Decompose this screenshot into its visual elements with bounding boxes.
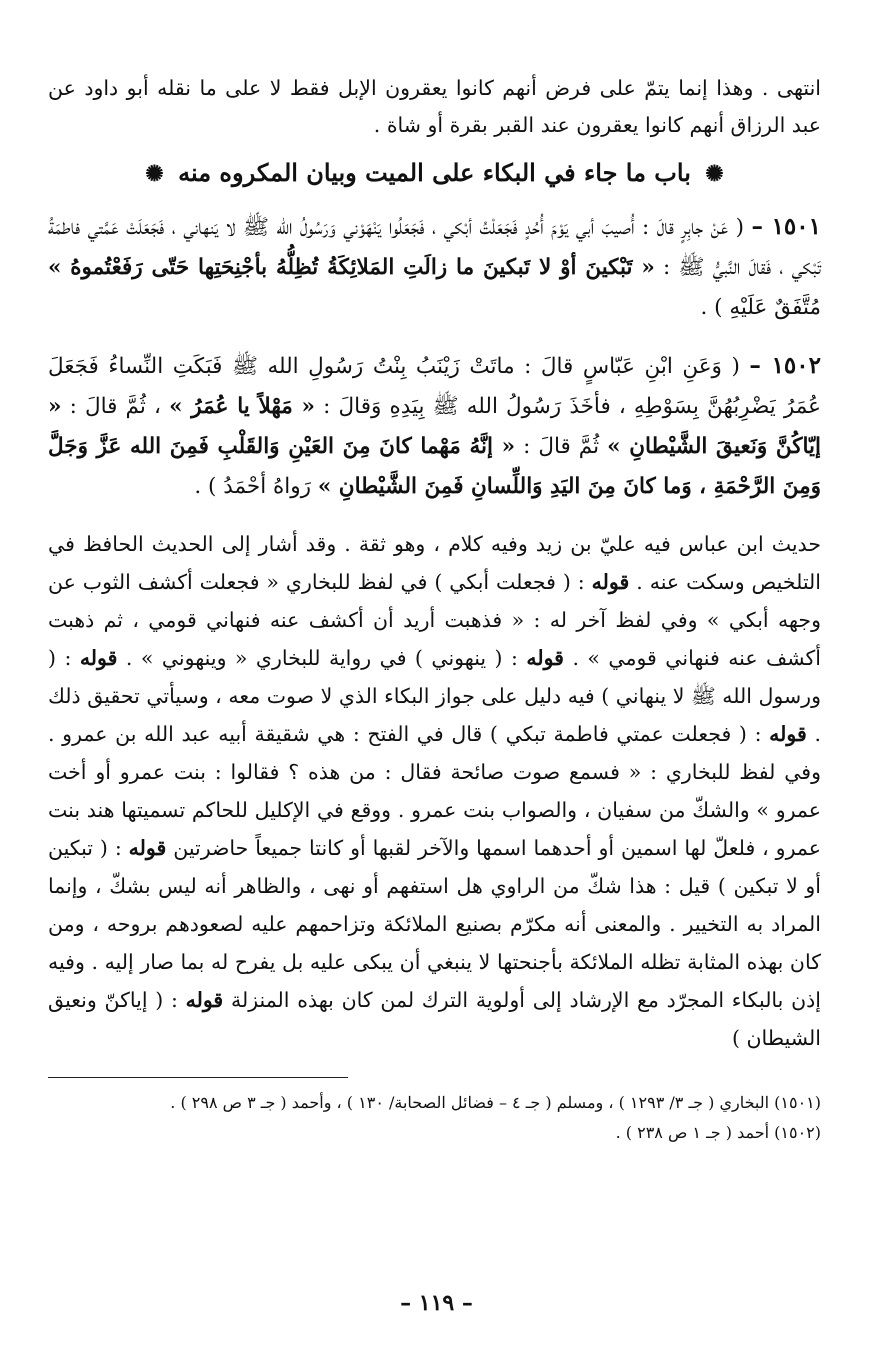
qawlu-keyword: قوله — [769, 722, 807, 746]
hadith-quote: « إيّاكُنَّ وَنَعيقَ الشَّيْطانِ » — [48, 394, 821, 459]
qawlu-keyword: قوله — [185, 988, 224, 1012]
footnote-divider — [48, 1077, 348, 1078]
hadith-quote: « مَهْلاً يا عُمَرُ » — [169, 394, 315, 419]
qawlu-keyword: قوله — [591, 570, 630, 594]
hadith-narration: ( عَنْ جابِرٍ قالَ : أُصيبَ أبي يَوْمَ أُحُدٍ فَجَعَلْتُ أبْكي ، فَجَعَلُوا يَنْهَوْني وَرَسُولُ الله ﷺ لا يَنهاني ، فَجَعَلَتْ عَمَّتي فاطمَةُ تَبْكي ، فَقالَ النَّبيُّ ﷺ : — [48, 215, 822, 280]
chapter-heading — [48, 158, 821, 187]
commentary-text: : ( فجعلت عمتي فاطمة تبكي ) قال في الفتح : هي شقيقة أبيه عبد الله بن عمرو . وفي لفظ للبخاري : « فسمع صوت صائحة فقال : من هذه ؟ فقالوا : بنت عمرو أو أخت عمرو » والشكّ من سفيان ، والصواب بنت عمرو . ووقع في الإكليل للحاكم تسميتها هند بنت عمرو ، فلعلّ لها اسمين أو أحدهما اسمها والآخر لقبها أو كانتا جميعاً حاضرتين — [48, 722, 821, 860]
hadith-narration: ثُمَّ قالَ : — [523, 434, 600, 459]
commentary-paragraph — [48, 525, 821, 1057]
hadith-source: رَواهُ أحْمَدُ ) . — [194, 474, 312, 499]
chapter-title: باب ما جاء في البكاء على الميت وبيان المكروه منه — [178, 158, 691, 187]
hadith-source: مُتَّفَقٌ عَلَيْهِ ) . — [700, 295, 821, 320]
commentary-text: : ( فجعلت أبكي ) في لفظ للبخاري « فجعلت أكشف الثوب عن وجهه أبكي » وفي لفظ آخر له : « فذهبت أريد أن أكشف عنه فنهاني قومي ، ثم ذهبت أكشف عنه فنهاني قومي » . — [48, 570, 822, 670]
intro-paragraph: انتهى . وهذا إنما يتمّ على فرض أنهم كانوا يعقرون الإبل فقط لا على ما نقله أبو داود عن عبد الرزاق أنهم كانوا يعقرون عند القبر بقرة أو شاة . — [48, 76, 821, 137]
hadith-1501 — [48, 207, 821, 328]
footnote: (١٥٠١) البخاري ( جـ ٣/ ١٢٩٣ ) ، ومسلم ( جـ ٤ – فضائل الصحابة/ ١٣٠ ) ، وأحمد ( جـ ٣ ص ٢٩٨ ) . — [170, 1093, 821, 1112]
qawlu-keyword: قوله — [79, 646, 118, 670]
commentary-text: : ( تبكين أو لا تبكين ) قيل : هذا شكّ من الراوي هل استفهم أو نهى ، والظاهر أنه ليس بشكّ ، وإنما المراد به التخيير . والمعنى أنه مكرّم بصنيع الملائكة وتزاحمهم عليه لصعودهم بروحه ، ومن كان بهذه المثابة تظله الملائكة بأجنحتها لا ينبغي أن يبكى عليه بل يفرح له بما صار إليه . وفيه إذن بالبكاء المجرّد مع الإرشاد إلى أولوية الترك لمن كان بهذه المنزلة — [48, 836, 821, 1012]
commentary-text: : ( إياكنّ ونعيق الشيطان ) — [48, 988, 821, 1050]
qawlu-keyword: قوله — [526, 646, 564, 670]
hadith-number: ١٥٠١ – — [751, 213, 821, 240]
star-ornament-icon: ✺ — [145, 161, 164, 187]
hadith-1502 — [48, 346, 821, 507]
hadith-narration: ، ثُمَّ قالَ : — [69, 394, 161, 419]
hadith-quote: « تَبْكينَ أوْ لا تَبكينَ ما زالَتِ المَلائِكَةُ تُظِلُّهُ بأجْنِحَتِها حَتّى رَفَعْتُموهُ » — [48, 255, 655, 280]
hadith-narration: ( وَعَنِ ابْنِ عَبّاسٍ قالَ : ماتَتْ زَيْنَبُ بِنْتُ رَسُولِ الله ﷺ فَبَكَتِ النِّساءُ فَجَعَلَ عُمَرُ يَضْرِبُهُنَّ بِسَوْطِهِ ، فأخَذَ رَسُولُ الله ﷺ بِيَدِهِ وَقالَ : — [48, 354, 821, 419]
qawlu-keyword: قوله — [128, 836, 167, 860]
commentary-text: : ( ورسول الله ﷺ لا ينهاني ) فيه دليل على جواز البكاء الذي لا صوت معه ، وسيأتي تحقيق ذلك . — [48, 646, 821, 746]
hadith-quote: « إنَّهُ مَهْما كانَ مِنَ العَيْنِ وَالقَلْبِ فَمِنَ الله عَزَّ وَجَلَّ وَمِنَ الرَّحْمَةِ ، وَما كانَ مِنَ اليَدِ وَاللِّسانِ فَمِنَ الشَّيْطانِ » — [48, 434, 821, 499]
star-ornament-icon: ✺ — [705, 161, 724, 187]
commentary-text: : ( ينهوني ) في رواية للبخاري « وينهوني » . — [125, 646, 518, 670]
hadith-number: ١٥٠٢ – — [749, 352, 821, 379]
commentary-text: حديث ابن عباس فيه عليّ بن زيد وفيه كلام ، وهو ثقة . وقد أشار إلى الحديث الحافظ في التلخيص وسكت عنه . — [48, 532, 821, 594]
footnote: (١٥٠٢) أحمد ( جـ ١ ص ٢٣٨ ) . — [615, 1123, 821, 1142]
page-number: – ١١٩ – — [400, 1290, 473, 1316]
